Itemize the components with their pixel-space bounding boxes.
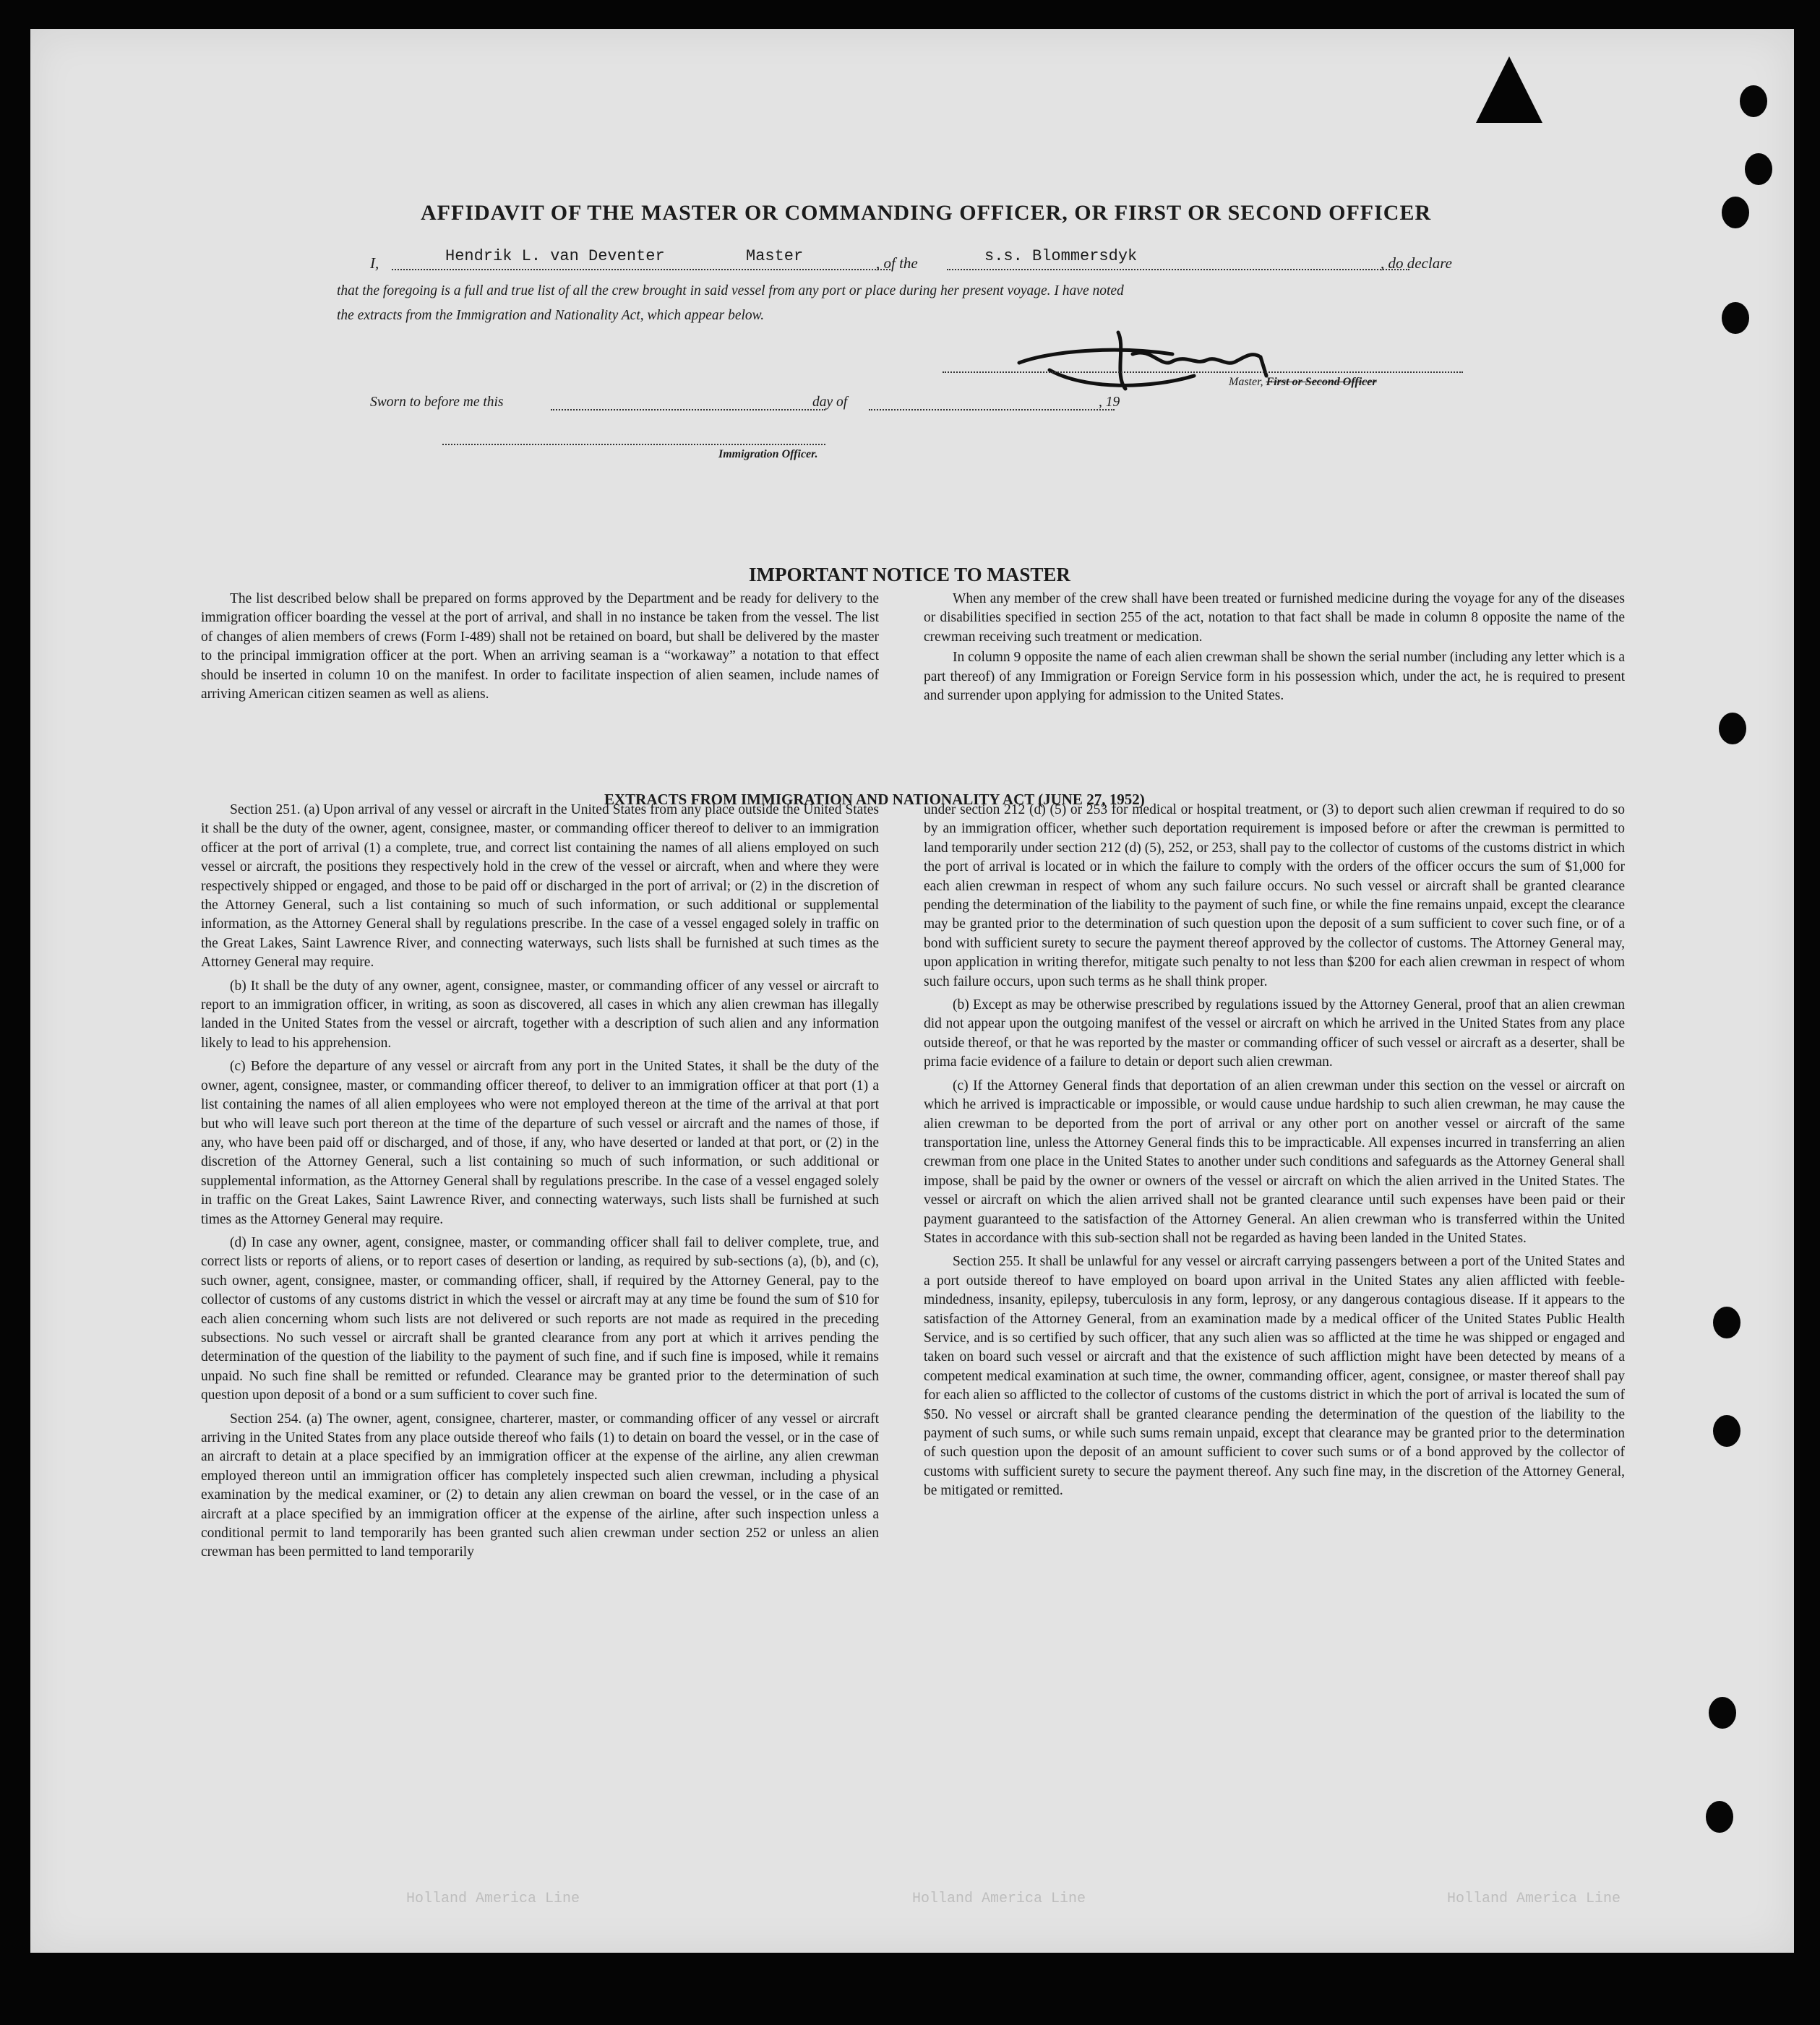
notice-left-column: The list described below shall be prepared on forms approved by the Department and be ready for delivery to the immigration officer boarding the vessel at the port of arrival, and shall in no instance be taken from the vessel. The list of changes of alien members of crews (Form I-489) shall not be retained on board, but shall be delivered by the master to the principal immigration officer at the port. When an arriving seaman is a “workaway” a notation to that effect should be inserted in column 10 on the manifest. In order to facilitate inspection of alien seamen, include names of arriving American citizen seamen as well as aliens. <box>201 591 879 702</box>
declaration-line-2: that the foregoing is a full and true list of all the crew brought in said vessel from any port or place during her present voyage. I have noted <box>337 283 1124 298</box>
declarant-rank: Master <box>746 247 804 265</box>
punch-hole <box>1740 85 1767 117</box>
vessel-name: s.s. Blommersdyk <box>984 247 1138 265</box>
bleed-through-text: Holland America Line <box>912 1891 1086 1907</box>
affidavit-title: AFFIDAVIT OF THE MASTER OR COMMANDING OFFICER, OR FIRST OR SECOND OFFICER <box>421 201 1432 225</box>
officer-signature-line <box>442 444 825 445</box>
document-page <box>30 29 1794 1953</box>
month-line <box>869 409 1115 410</box>
master-signature <box>1006 304 1310 405</box>
sworn-label: Sworn to before me this <box>370 395 504 410</box>
notice-title: IMPORTANT NOTICE TO MASTER <box>749 564 1070 585</box>
page-corner-tab <box>1476 56 1542 123</box>
name-line <box>392 269 890 270</box>
punch-hole <box>1722 302 1749 334</box>
do-declare-label: , do declare <box>1381 254 1452 272</box>
officer-caption: Immigration Officer. <box>718 448 818 460</box>
punch-hole <box>1713 1307 1740 1338</box>
punch-hole <box>1709 1697 1736 1729</box>
sworn-day-line <box>551 409 825 410</box>
punch-hole <box>1706 1801 1733 1833</box>
vessel-line <box>947 269 1409 270</box>
extracts-title: EXTRACTS FROM IMMIGRATION AND NATIONALITY ACT (JUNE 27, 1952) <box>604 791 1145 808</box>
declarant-name: Hendrik L. van Deventer <box>445 247 665 265</box>
signature-line <box>943 371 1463 373</box>
declarant-prefix: I, <box>370 254 379 272</box>
punch-hole <box>1713 1415 1740 1447</box>
notice-right-column: When any member of the crew shall have been treated or furnished medicine during the voyage for any of the diseases or disabilities specified in section 255 of the act, notation to that fact shall be made in column 8 opposite the name of the crewman receiving such treatment or medication. In column 9 opposite the name of each alien crewman shall be shown the serial number (including any letter which is a part thereof) of any Immigration or Foreign Service form in his possession which, under the act, he is required to present and surrender upon applying for admission to the United States. <box>924 591 1625 704</box>
bleed-through-text: Holland America Line <box>1447 1891 1621 1907</box>
signature-caption: Master, First or Second Officer <box>1229 376 1377 388</box>
declaration-line-3: the extracts from the Immigration and Nationality Act, which appear below. <box>337 308 765 323</box>
extracts-right-column: under section 212 (d) (5) or 253 for medical or hospital treatment, or (3) to deport such alien crewman if required to do so by an immigration officer, whether such deportation requirement is imposed before or after the crewman is permitted to land temporarily under section 212 (d) (5), 252, or 253, shall pay to the collector of customs of the customs district in which the port of arrival is located or in which the failure to comply with the orders of the officer occurs the sum of $1,000 for each alien crewman in respect of whom any such failure occurs. No such vessel or aircraft shall be granted clearance pending the determination of the liability to the payment of such fine, or while the fine remains unpaid, except the clearance may be granted prior to the determination of such question upon the deposit of a sum sufficient to cover such fine, or of a bond with sufficient surety to secure the payment thereof approved by the collector of customs. The Attorney General may, upon application in writing therefor, mitigate such penalty to not less than $200 for each alien crewman in respect of whom such failure occurs, upon such terms as he shall think proper. (b) Except as may be otherwise prescribed by regulations issued by the Attorney General, proof that an alien crewman did not appear upon the outgoing manifest of the vessel or aircraft on which he arrived in the United States from any place outside thereof, or that he was reported by the master or commanding officer of such vessel or aircraft as a deserter, shall be prima facie evidence of a failure to detain or deport such alien crewman. (c) If the Attorney General finds that deportation of an alien crewman under this section on the vessel or aircraft on which he arrived is impracticable or impossible, or would cause undue hardship to such alien crewman, he may cause the alien crewman to be deported from the port of arrival or any other port on another vessel or aircraft of the same transportation line, unless the Attorney General finds this to be impracticable. All expenses incurred in transferring an alien crewman from one place in the United States to another under such conditions and safeguards as the Attorney General shall impose, shall be paid by the owner or owners of the vessel or aircraft on which the alien arrived in the United States. The vessel or aircraft on which the alien arrived shall not be granted clearance until such expenses have been paid or their payment guaranteed to the satisfaction of the Attorney General. An alien crewman who is transferred within the United States in accordance with this sub-section shall not be regarded as having been landed in the United States. Section 255. It shall be unlawful for any vessel or aircraft carrying passengers between a port of the United States and a port outside thereof to have employed on board upon arrival in the United States any alien afflicted with feeble-mindedness, insanity, epilepsy, tuberculosis in any form, leprosy, or any dangerous contagious disease. If it appears to the satisfaction of the Attorney General, from an examination made by a medical officer of the United States Public Health Service, and is so certified by such officer, that any such alien was so afflicted at the time he was shipped or engaged and taken on board such vessel or aircraft and that the existence of such affliction might have been detected by means of a competent medical examination at such time, the owner, commanding officer, agent, consignee, or master thereof shall pay for each alien so afflicted to the collector of customs of the customs district in which the port of arrival is located the sum of $50. No vessel or aircraft shall be granted clearance pending the determination of the question of the liability to the payment of such sums, or while such sums remain unpaid, except that clearance may be granted prior to the determination of such question upon the deposit of an amount sufficient to cover such sums or of a bond approved by the collector of customs with sufficient surety to secure the payment thereof. Any such fine may, in the discretion of the Attorney General, be mitigated or remitted. <box>924 802 1625 1499</box>
bleed-through-text: Holland America Line <box>406 1891 580 1907</box>
punch-hole <box>1722 197 1749 228</box>
punch-hole <box>1745 153 1772 185</box>
day-of-label: day of <box>812 395 848 410</box>
punch-hole <box>1719 713 1746 744</box>
year-label: , 19 <box>1099 395 1120 410</box>
of-the-label: , of the <box>876 254 918 272</box>
extracts-left-column: Section 251. (a) Upon arrival of any vessel or aircraft in the United States from any place outside the United States it shall be the duty of the owner, agent, consignee, master, or commanding officer thereof to deliver to an immigration officer at the port of arrival (1) a complete, true, and correct list containing the names of all aliens employed on such vessel or aircraft, the positions they respectively hold in the crew of the vessel or aircraft, when and where they were respectively shipped or engaged, and those to be paid off or discharged in the port of arrival; or (2) in the discretion of the Attorney General, such a list containing so much of such information, or such additional or supplemental information, as the Attorney General shall by regulations prescribe. In the case of a vessel engaged solely in traffic on the Great Lakes, Saint Lawrence River, and connecting waterways, such lists shall be furnished at such times as the Attorney General may require. (b) It shall be the duty of any owner, agent, consignee, master, or commanding officer of any vessel or aircraft to report to an immigration officer, in writing, as soon as discovered, all cases in which any alien crewman has illegally landed in the United States from the vessel or aircraft, together with a description of such alien and any information likely to lead to his apprehension. (c) Before the departure of any vessel or aircraft from any port in the United States, it shall be the duty of the owner, agent, consignee, master, or commanding officer thereof, to deliver to an immigration officer at that port (1) a list containing the names of all alien employees who were not employed thereon at the time of the arrival at that port but who will leave such port thereon at the time of the departure of such vessel or aircraft and the names of those, if any, who have been paid off or discharged, and of those, if any, who have deserted or landed at that port, or (2) in the discretion of the Attorney General, such a list containing so much of such information, or such additional or supplemental information, as the Attorney General shall by regulations prescribe. In the case of a vessel engaged solely in traffic on the Great Lakes, Saint Lawrence River, and connecting waterways, such lists shall be furnished at such times as the Attorney General may require. (d) In case any owner, agent, consignee, master, or commanding officer shall fail to deliver complete, true, and correct lists or reports of aliens, or to report cases of desertion or landing, as required by sub-sections (a), (b), and (c), such owner, agent, consignee, master, or commanding officer, shall, if required by the Attorney General, pay to the collector of customs of any customs district in which the vessel or aircraft may at any time be found the sum of $10 for each alien concerning whom such lists are not delivered or such reports are not made as required in the preceding subsections. No such vessel or aircraft shall be granted clearance from any port at which it arrives pending the determination of the question of the liability to the payment of such fine, and if such fine is imposed, while it remains unpaid. No such fine shall be remitted or refunded. Clearance may be granted prior to the determination of such question upon deposit of a bond or a sum sufficient to cover such fine. Section 254. (a) The owner, agent, consignee, charterer, master, or commanding officer of any vessel or aircraft arriving in the United States from any place outside thereof who fails (1) to detain on board the vessel, or in the case of an aircraft to detain at a place specified by an immigration officer at the expense of the airline, any alien crewman employed thereon until an immigration officer has completely inspected such alien crewman, including a physical examination by the medical examiner, or (2) to detain any alien crewman on board the vessel, or in the case of an aircraft at a place specified by an immigration officer at the expense of the airline, after such inspection unless a conditional permit to land temporarily has been granted such alien crewman under section 252 or unless an alien crewman has been permitted to land temporarily <box>201 802 879 1560</box>
